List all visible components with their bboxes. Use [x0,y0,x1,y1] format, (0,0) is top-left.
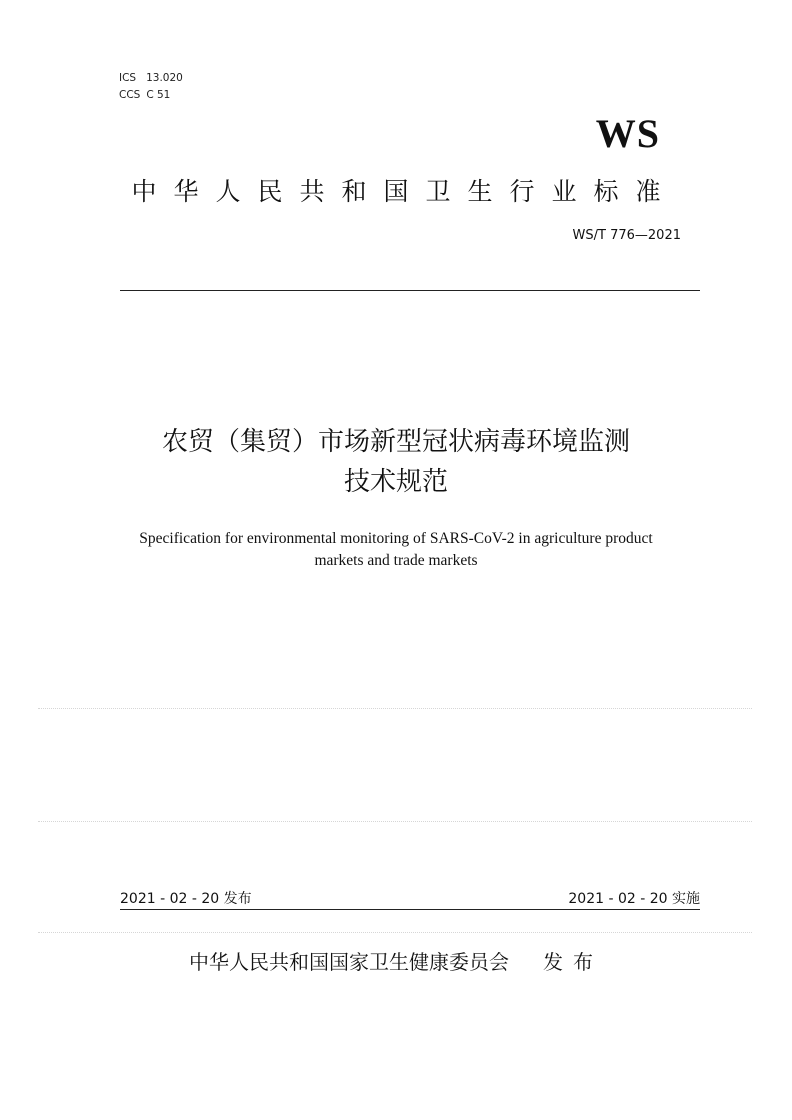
standard-category: 中华人民共和国卫生行业标准 [131,177,678,206]
ccs-code: C 51 [146,89,171,101]
issuer-action: 发布 [543,950,603,974]
title-en-line2: markets and trade markets [314,552,478,569]
classification-codes [119,70,183,104]
dotted-guide [38,932,752,933]
ics-code: 13.020 [146,72,183,84]
effective-date: 2021 - 02 - 20 实施 [568,891,700,907]
footer-divider [120,909,700,910]
document-title-en [0,528,792,572]
title-cn-line1: 农贸（集贸）市场新型冠状病毒环境监测 [161,427,630,457]
dotted-guide [38,708,752,709]
issuer-name: 中华人民共和国国家卫生健康委员会 [189,950,509,974]
ics-line [119,70,183,87]
dotted-guide [38,821,752,822]
ws-logo: WS [595,111,660,156]
title-en-line1: Specification for environmental monitoring of SARS-CoV-2 in agriculture product [139,530,653,547]
ics-label: ICS [119,72,137,84]
issue-date: 2021 - 02 - 20 发布 [120,891,252,907]
ccs-label: CCS [119,89,141,101]
header-divider [120,290,700,291]
standard-number: WS/T 776—2021 [572,228,681,243]
ccs-line [119,87,183,104]
title-cn-line2: 技术规范 [343,467,448,497]
issuer-line [0,946,792,975]
document-title-cn [0,422,792,502]
